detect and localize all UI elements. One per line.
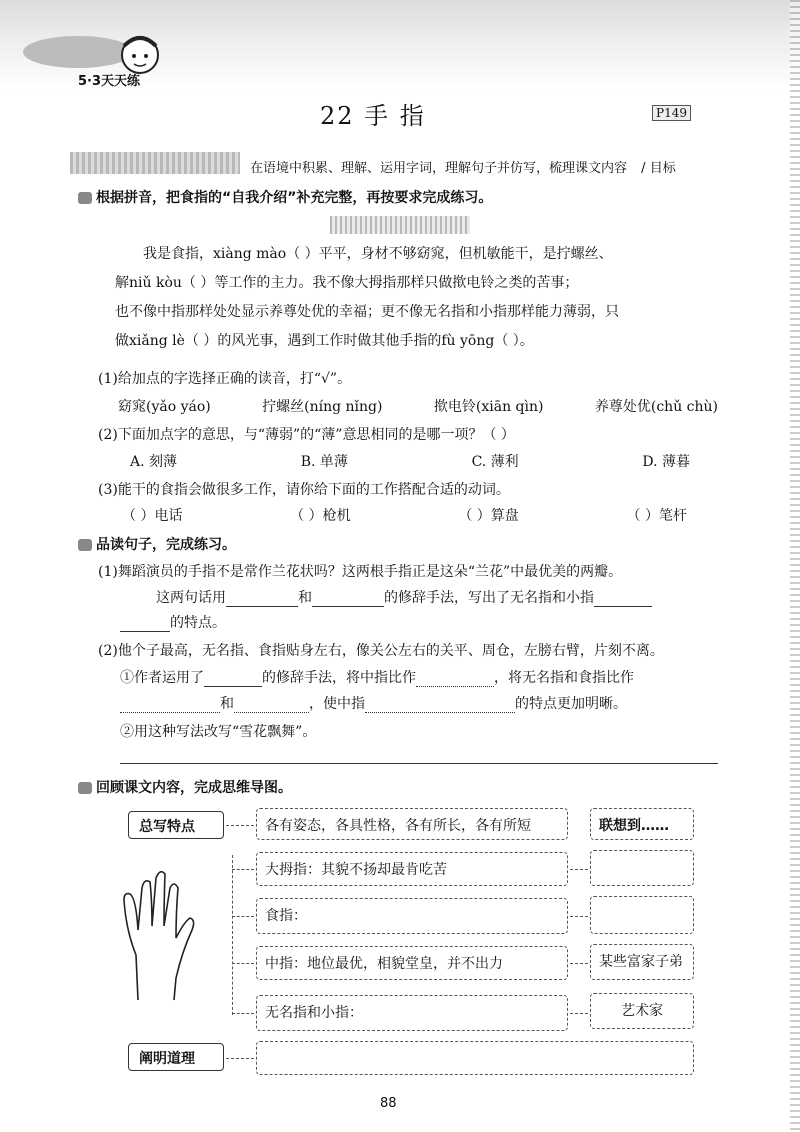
q2-s1-fill: 这两句话用 和 的修辞手法，写出了无名指和小指 [156, 587, 652, 607]
connector [226, 1058, 254, 1059]
middle-association-box: 某些富家子弟 [590, 944, 694, 980]
option-d[interactable]: D. 薄暮 [642, 454, 690, 470]
q2-heading: 品读句子，完成练习。 [78, 534, 236, 554]
answer-blank[interactable] [204, 686, 262, 687]
option-c[interactable]: C. 薄利 [471, 454, 519, 470]
connector [570, 916, 588, 917]
label-moral: 阐明道理 [128, 1043, 224, 1071]
goal-label: 目标 [649, 161, 676, 176]
q2-s2: (2)他个子最高，无名指、食指贴身左右，像关公左右的关平、周仓，左膀右臂，片刻不离。 [98, 643, 664, 659]
goal-text: 在语境中积累、理解、运用字词，理解句子并仿写，梳理课文内容 / 目标 [250, 161, 676, 176]
option-b[interactable]: B. 单薄 [300, 454, 348, 470]
question-number-icon [78, 782, 92, 794]
association-label: 联想到…… [590, 808, 694, 840]
q1-sub1: (1)给加点的字选择正确的读音，打“√”。 [98, 371, 352, 387]
question-number-icon [78, 192, 92, 204]
goal-decoration [70, 152, 240, 174]
verb-blank[interactable]: （ ）算盘 [458, 508, 519, 524]
answer-blank[interactable] [120, 712, 220, 713]
connector [570, 963, 588, 964]
goal-description: 在语境中积累、理解、运用字词，理解句子并仿写，梳理课文内容 [250, 161, 628, 176]
lesson-title: 22 手 指 [320, 102, 426, 130]
answer-blank[interactable] [594, 606, 652, 607]
hand-icon [118, 860, 198, 1005]
question-number-icon [78, 539, 92, 551]
rewrite-answer-line[interactable] [120, 763, 718, 764]
answer-blank[interactable] [234, 712, 309, 713]
connector [570, 1013, 588, 1014]
answer-blank[interactable] [416, 686, 494, 687]
index-association-box[interactable] [590, 896, 694, 934]
q1-sub1-items [118, 396, 718, 416]
answer-blank[interactable] [365, 712, 515, 713]
answer-blank[interactable] [312, 606, 384, 607]
connector [232, 916, 254, 917]
page-reference: P149 [652, 105, 691, 121]
answer-blank[interactable] [120, 631, 170, 632]
page-number: 88 [380, 1096, 397, 1111]
index-finger-box[interactable]: 食指： [256, 898, 568, 934]
passage-line: 我是食指，xiàng mào（ ）平平，身材不够窈窕，但机敏能干，是拧螺丝、 [143, 246, 613, 262]
connector [232, 1013, 254, 1014]
moral-answer-box[interactable] [256, 1041, 694, 1075]
section-decoration [330, 216, 470, 234]
connector [232, 963, 254, 964]
thumb-association-box[interactable] [590, 850, 694, 886]
ring-little-finger-box[interactable]: 无名指和小指： [256, 995, 568, 1031]
q1-sub2-options [130, 451, 690, 471]
q2-s1-fill-2: 的特点。 [120, 612, 226, 632]
q1-sub2: (2)下面加点字的意思，与“薄弱”的“薄”意思相同的是哪一项？（ ） [98, 427, 515, 443]
ring-association-box: 艺术家 [590, 993, 694, 1029]
middle-finger-box: 中指：地位最优，相貌堂皇，并不出力 [256, 946, 568, 980]
q1-heading: 根据拼音，把食指的“自我介绍”补充完整，再按要求完成练习。 [78, 187, 492, 207]
tree-trunk-line [232, 855, 233, 1015]
q1-passage [115, 240, 725, 356]
q2-s1: (1)舞蹈演员的手指不是常作兰花状吗？这两根手指正是这朵“兰花”中最优美的两瓣。 [98, 564, 623, 580]
connector [226, 825, 254, 826]
passage-line: 也不像中指那样处处显示养尊处优的幸福；更不像无名指和小指那样能力薄弱，只 [115, 304, 619, 320]
q2-s2-fill-2: 和 ，使中指 的特点更加明晰。 [120, 693, 627, 713]
q1-sub3: (3)能干的食指会做很多工作，请你给下面的工作搭配合适的动词。 [98, 482, 510, 498]
top-summary-box: 各有姿态，各具性格，各有所长，各有所短 [256, 808, 568, 840]
verb-blank[interactable]: （ ）电话 [122, 508, 183, 524]
verb-blank[interactable]: （ ）枪机 [290, 508, 351, 524]
q2-s2-rewrite: ②用这种写法改写“雪花飘舞”。 [120, 724, 317, 740]
q1-sub3-items [122, 505, 687, 525]
q3-heading: 回顾课文内容，完成思维导图。 [78, 777, 292, 797]
q2-s2-fill: ①作者运用了 的修辞手法，将中指比作 ，将无名指和食指比作 [120, 670, 634, 686]
passage-line: 解niǔ kòu（ ）等工作的主力。我不像大拇指那样只做揿电铃之类的苦事； [115, 275, 579, 291]
answer-blank[interactable] [226, 606, 298, 607]
connector [232, 869, 254, 870]
passage-line: 做xiǎng lè（ ）的风光事，遇到工作时做其他手指的fù yōng（ ）。 [115, 333, 534, 349]
option-a[interactable]: A. 刻薄 [130, 454, 178, 470]
connector [570, 869, 588, 870]
pinyin-choice[interactable]: 养尊处优(chǔ chù) [594, 399, 718, 415]
label-general-features: 总写特点 [128, 811, 224, 839]
page-edge-shadow [790, 0, 800, 1132]
pinyin-choice[interactable]: 窈窕(yǎo yáo) [118, 399, 211, 415]
thumb-box: 大拇指：其貌不扬却最肯吃苦 [256, 852, 568, 886]
brand-label: 5·3天天练 [78, 74, 141, 89]
pinyin-choice[interactable]: 拧螺丝(níng nǐng) [262, 399, 383, 415]
pinyin-choice[interactable]: 揿电铃(xiān qìn) [433, 399, 544, 415]
verb-blank[interactable]: （ ）笔杆 [626, 508, 687, 524]
